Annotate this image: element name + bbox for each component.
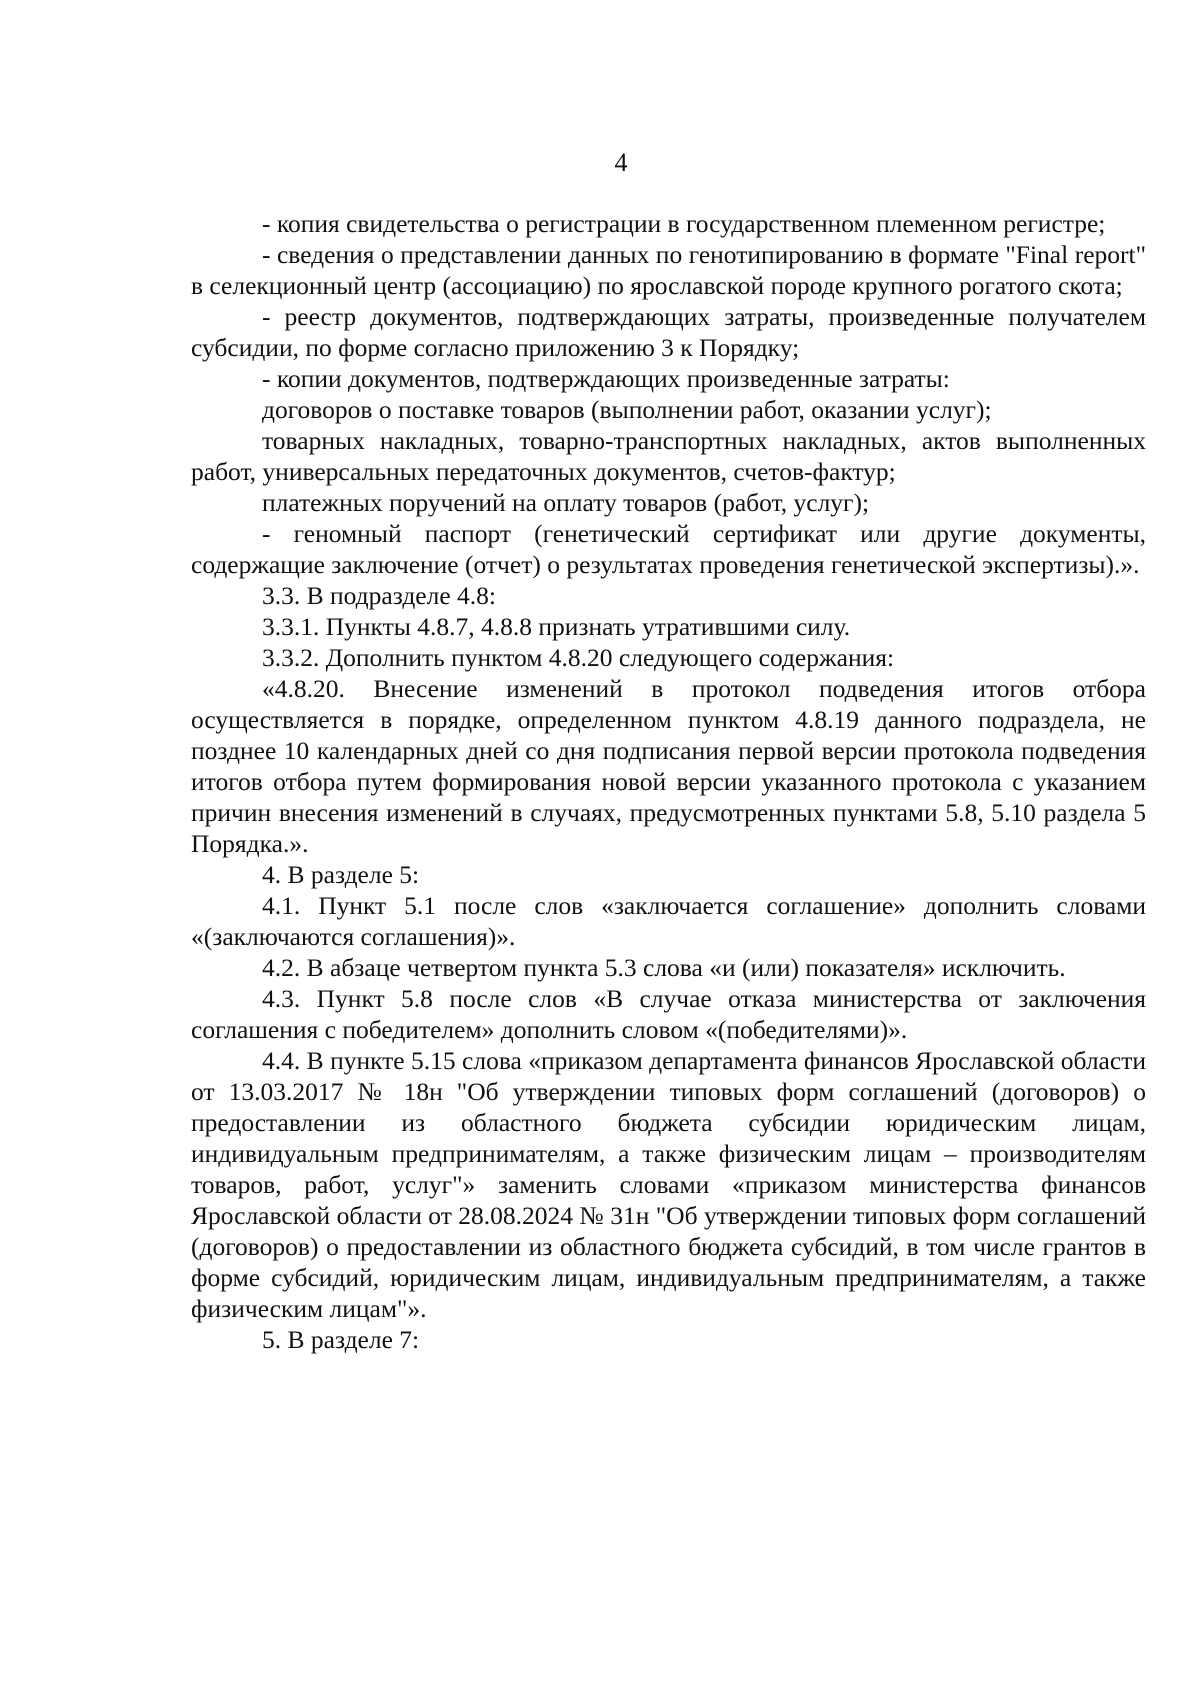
paragraph-expense-documents: - копии документов, подтверждающих произведенные затраты: (262, 364, 950, 393)
paragraph-3-3-2: 3.3.2. Дополнить пунктом 4.8.20 следующего содержания: (262, 643, 895, 672)
paragraph-genotyping-data: - сведения о представлении данных по генотипированию в формате "Final report" в селекционный центр (ассоциацию) по ярославской породе крупного рогатого скота; (191, 240, 1146, 300)
paragraph-genomic-passport: - геномный паспорт (генетический сертификат или другие документы, содержащие заключение (отчет) о результатах проведения генетической экспертизы).». (191, 519, 1146, 579)
page-number (0, 148, 1200, 178)
paragraph-5: 5. В разделе 7: (262, 1325, 420, 1354)
paragraph-payment-orders: платежных поручений на оплату товаров (работ, услуг); (262, 488, 870, 517)
paragraph-4-3: 4.3. Пункт 5.8 после слов «В случае отказа министерства от заключения соглашения с победителем» дополнить словом «(победителями)». (191, 984, 1146, 1044)
paragraph-expense-register: - реестр документов, подтверждающих затраты, произведенные получателем субсидии, по форме согласно приложению 3 к Порядку; (191, 302, 1146, 362)
paragraph-supply-contracts: договоров о поставке товаров (выполнении работ, оказании услуг); (262, 395, 992, 424)
document-body (191, 208, 1146, 1355)
page-number-text: 4 (614, 148, 628, 177)
paragraph-4: 4. В разделе 5: (262, 860, 420, 889)
paragraph-3-3-1: 3.3.1. Пункты 4.8.7, 4.8.8 признать утратившими силу. (262, 612, 851, 641)
paragraph-4-2: 4.2. В абзаце четвертом пункта 5.3 слова «и (или) показателя» исключить. (262, 953, 1066, 982)
paragraph-4-4: 4.4. В пункте 5.15 слова «приказом департамента финансов Ярославской области от 13.03.2017 № 18н "Об утверждении типовых форм соглашений (договоров) о предоставлении из областного бюджета субсидии юридическим лицам, индивидуальным предпринимателям, а также физическим лицам – производителям товаров, работ, услуг"» заменить словами «приказом министерства финансов Ярославской области от 28.08.2024 № 31н "Об утверждении типовых форм соглашений (договоров) о предоставлении из областного бюджета субсидий, в том числе грантов в форме субсидий, юридическим лицам, индивидуальным предпринимателям, а также физическим лицам"». (191, 1046, 1146, 1323)
paragraph-4-8-20: «4.8.20. Внесение изменений в протокол подведения итогов отбора осуществляется в порядке, определенном пунктом 4.8.19 данного подраздела, не позднее 10 календарных дней со дня подписания первой версии протокола подведения итогов отбора путем формирования новой версии указанного протокола с указанием причин внесения изменений в случаях, предусмотренных пунктами 5.8, 5.10 раздела 5 Порядка.». (191, 674, 1146, 858)
paragraph-4-1: 4.1. Пункт 5.1 после слов «заключается соглашение» дополнить словами «(заключаются соглашения)». (191, 891, 1146, 951)
paragraph-3-3: 3.3. В подразделе 4.8: (262, 581, 496, 610)
paragraph-registry-certificate: - копия свидетельства о регистрации в государственном племенном регистре; (262, 209, 1106, 238)
paragraph-waybills: товарных накладных, товарно-транспортных накладных, актов выполненных работ, универсальных передаточных документов, счетов-фактур; (191, 426, 1146, 486)
